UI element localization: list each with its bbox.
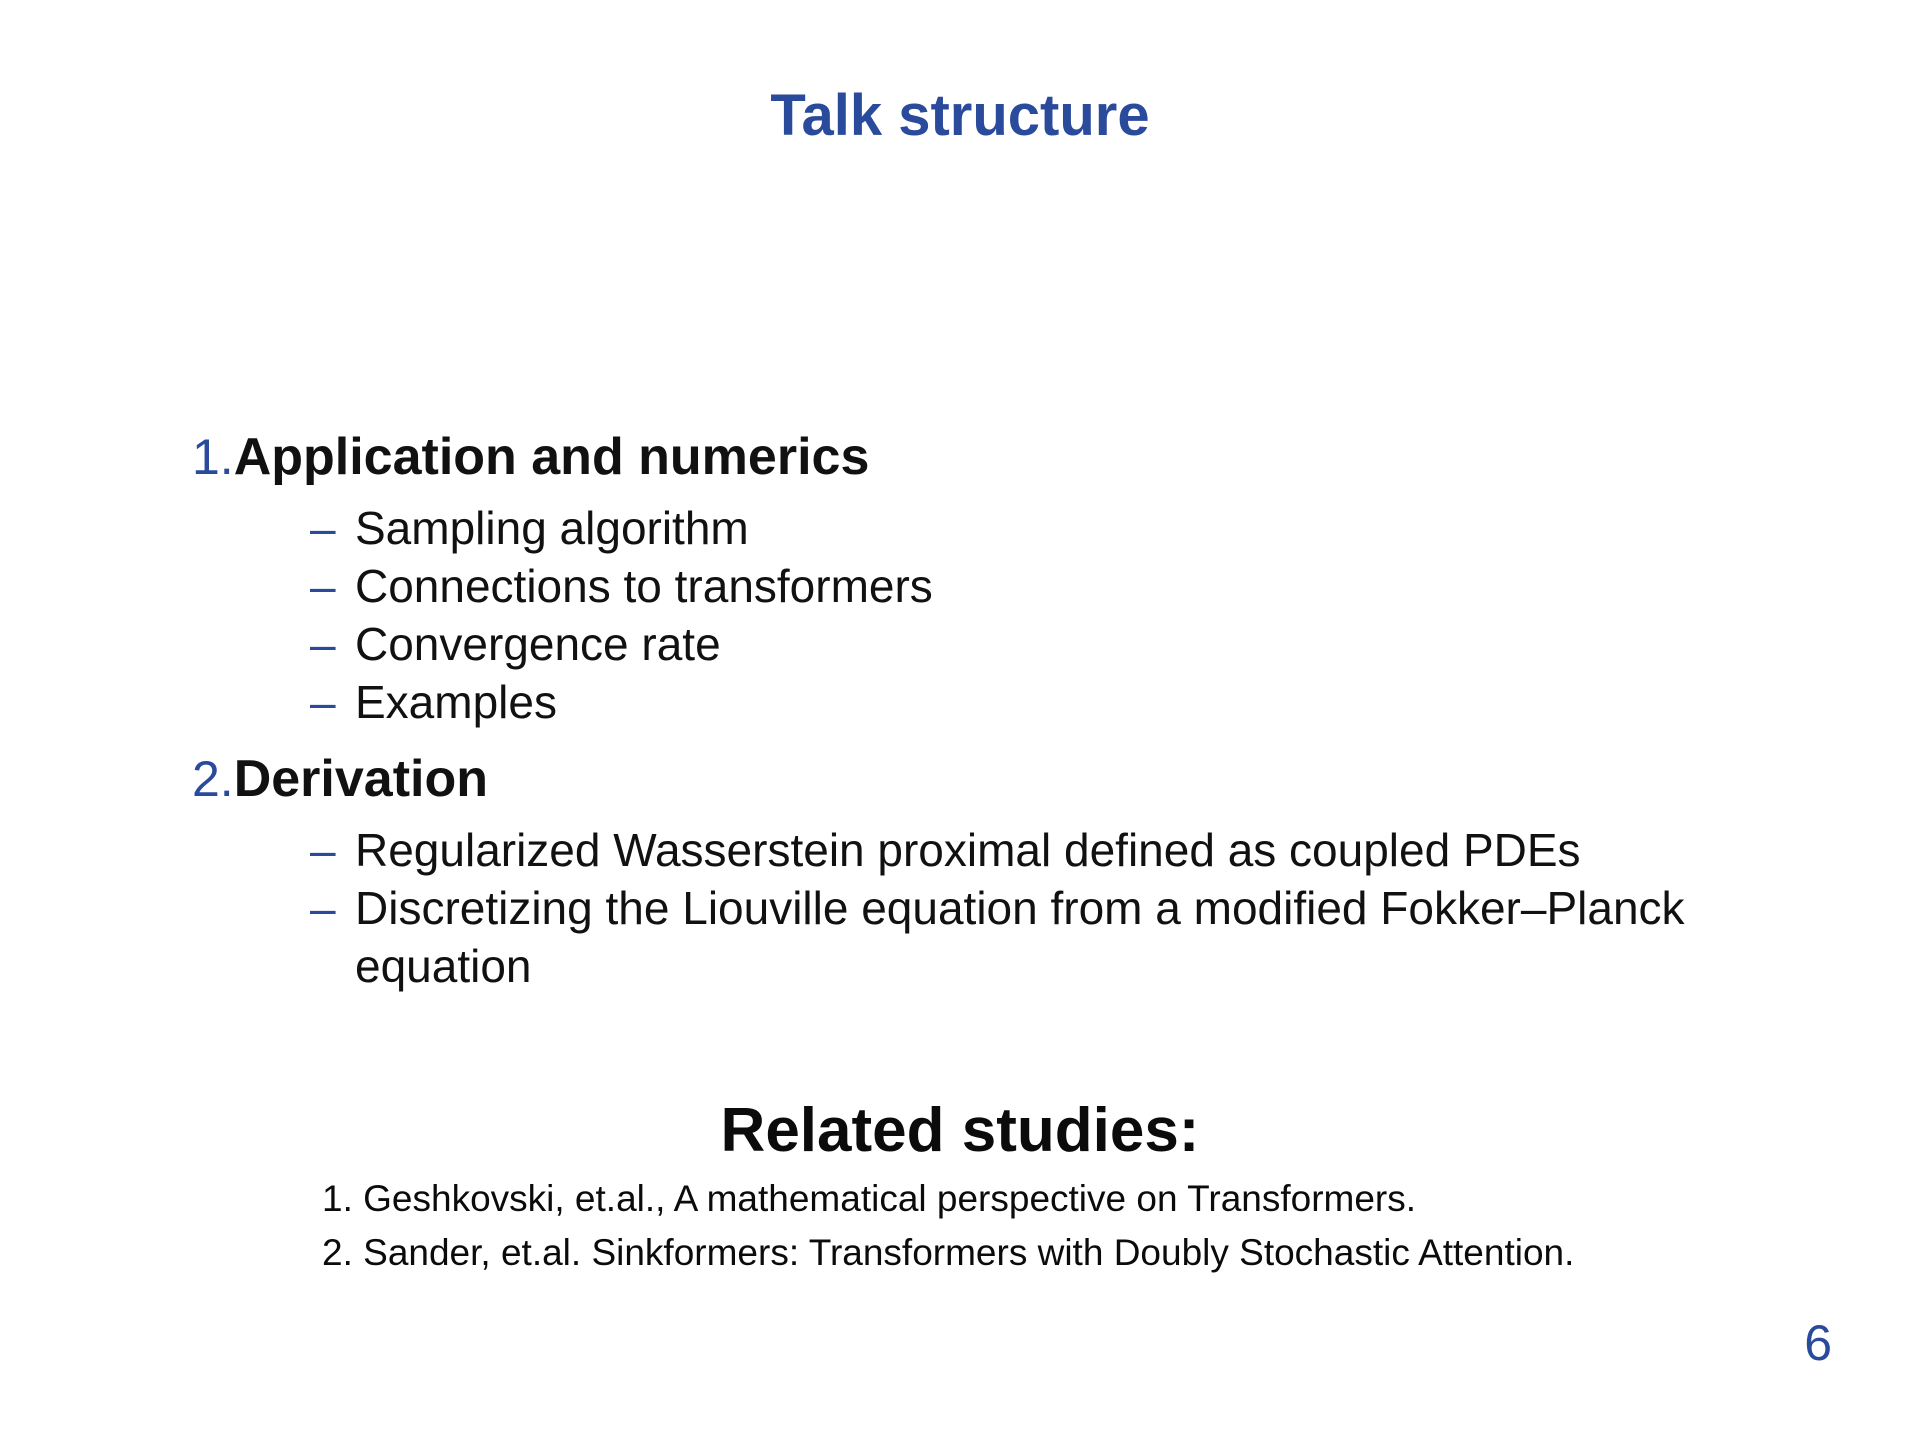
outline-subitem bbox=[310, 557, 1832, 615]
outline-item bbox=[192, 425, 1832, 731]
outline-item-number: 2. bbox=[192, 751, 234, 807]
reference-list bbox=[322, 1172, 1722, 1280]
outline-subitem-label: Connections to transformers bbox=[355, 560, 933, 612]
dash-bullet-icon: – bbox=[310, 618, 336, 670]
outline-subitem-label: Sampling algorithm bbox=[355, 502, 749, 554]
outline-item-label: Derivation bbox=[233, 750, 488, 808]
dash-bullet-icon: – bbox=[310, 560, 336, 612]
outline-item-number: 1. bbox=[192, 429, 234, 485]
outline-subitem-label: Discretizing the Liouville equation from a modified Fokker–Planck equation bbox=[355, 882, 1685, 992]
dash-bullet-icon: – bbox=[310, 676, 336, 728]
related-studies-heading: Related studies: bbox=[720, 1096, 1200, 1165]
reference-item: 2. Sander, et.al. Sinkformers: Transformers with Doubly Stochastic Attention. bbox=[322, 1232, 1575, 1273]
page-number: 6 bbox=[1804, 1315, 1832, 1371]
dash-bullet-icon: – bbox=[310, 824, 336, 876]
outline-subitem bbox=[310, 879, 1832, 995]
outline-subitem bbox=[310, 673, 1832, 731]
outline-subitem-label: Regularized Wasserstein proximal defined as coupled PDEs bbox=[355, 824, 1581, 876]
outline-item bbox=[192, 747, 1832, 995]
outline-subitem bbox=[310, 821, 1832, 879]
slide-title: Talk structure bbox=[770, 83, 1150, 148]
outline-subitem-label: Examples bbox=[355, 676, 557, 728]
reference-item: 1. Geshkovski, et.al., A mathematical perspective on Transformers. bbox=[322, 1178, 1417, 1219]
outline-subitem-list bbox=[192, 821, 1832, 995]
outline-item-heading bbox=[192, 747, 1832, 811]
outline-item-heading bbox=[192, 425, 1832, 489]
dash-bullet-icon: – bbox=[310, 882, 336, 934]
outline-item-label: Application and numerics bbox=[233, 428, 870, 486]
outline-subitem-label: Convergence rate bbox=[355, 618, 721, 670]
dash-bullet-icon: – bbox=[310, 502, 336, 554]
outline-subitem bbox=[310, 499, 1832, 557]
outline-subitem-list bbox=[192, 499, 1832, 731]
outline-list bbox=[192, 425, 1832, 995]
outline-subitem bbox=[310, 615, 1832, 673]
